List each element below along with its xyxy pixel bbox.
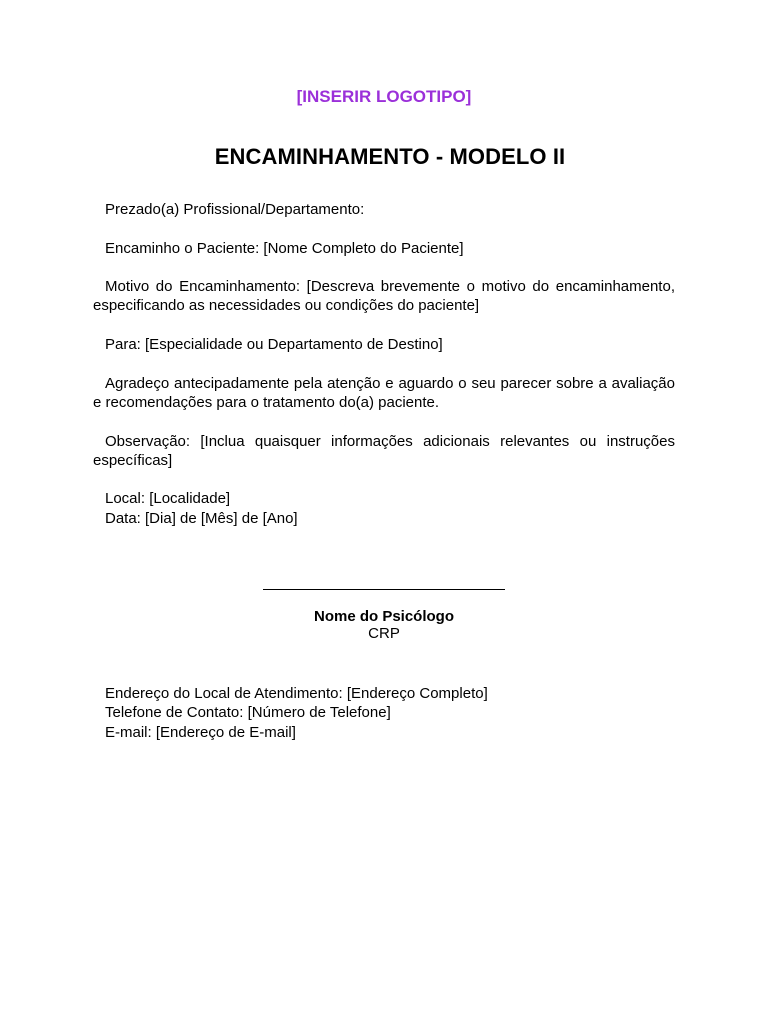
date-line: Data: [Dia] de [Mês] de [Ano] bbox=[105, 509, 298, 527]
contact-address: Endereço do Local de Atendimento: [Endereço Completo] bbox=[105, 685, 488, 702]
reason-paragraph: Motivo do Encaminhamento: [Descreva brevemente o motivo do encaminhamento, especificando as necessidades ou condições do paciente] bbox=[93, 278, 675, 315]
contact-email: E-mail: [Endereço de E-mail] bbox=[105, 723, 296, 741]
document-body bbox=[93, 200, 675, 547]
patient-paragraph: Encaminho o Paciente: [Nome Completo do Paciente] bbox=[105, 239, 464, 257]
greeting-paragraph: Prezado(a) Profissional/Departamento: bbox=[105, 201, 365, 218]
document-title: ENCAMINHAMENTO - MODELO II bbox=[214, 144, 566, 169]
signature-name: Nome do Psicólogo bbox=[313, 608, 454, 625]
destination-paragraph: Para: [Especialidade ou Departamento de Destino] bbox=[105, 336, 443, 354]
observation-paragraph: Observação: [Inclua quaisquer informações adicionais relevantes ou instruções específicas] bbox=[93, 432, 675, 469]
place-date-block bbox=[93, 489, 675, 528]
thanks-paragraph: Agradeço antecipadamente pela atenção e aguardo o seu parecer sobre a avaliação e recomendações para o tratamento do(a) paciente. bbox=[93, 374, 675, 411]
contact-phone: Telefone de Contato: [Número de Telefone] bbox=[105, 704, 391, 722]
place-line: Local: [Localidade] bbox=[105, 490, 231, 508]
logo-placeholder: [INSERIR LOGOTIPO] bbox=[296, 87, 472, 106]
contact-block bbox=[93, 684, 675, 742]
signature-line bbox=[263, 589, 505, 590]
signature-crp: CRP bbox=[368, 625, 400, 642]
